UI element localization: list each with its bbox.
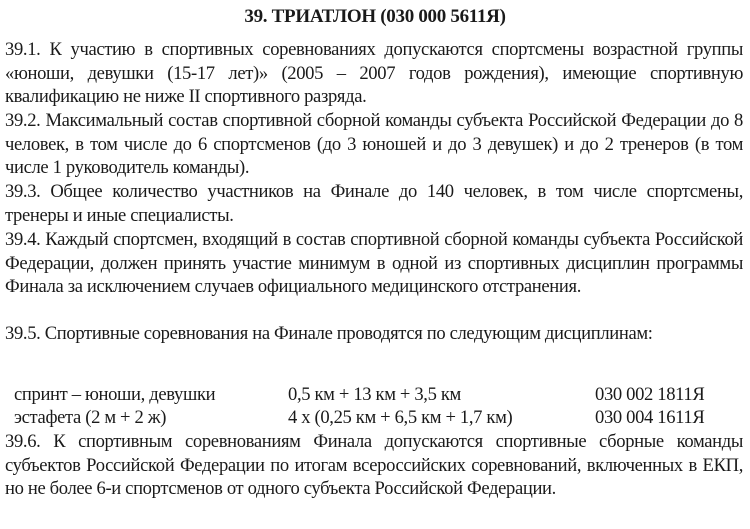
discipline-name: спринт – юноши, девушки: [14, 384, 216, 405]
paragraph-39-5: 39.5. Спортивные соревнования на Финале проводятся по следующим дисциплинам:: [5, 323, 653, 344]
paragraph-39-1: 39.1. К участию в спортивных соревнованиях допускаются спортсмены возрастной группы «юноши, девушки (15-17 лет)» (2005 – 2007 годов рождения), имеющие спортивную квалификацию не ниже II спортивного разряда.: [5, 39, 743, 108]
paragraph-39-2: 39.2. Максимальный состав спортивной сборной команды субъекта Российской Федерации до 8 человек, в том числе до 6 спортсменов (до 3 юношей и до 3 девушек) и до 2 тренеров (в том числе 1 руководитель команды).: [5, 110, 743, 179]
paragraph-39-4: 39.4. Каждый спортсмен, входящий в состав спортивной сборной команды субъекта Российской Федерации, должен принять участие минимум в одной из спортивных дисциплин программы Финала за исключением случаев официального медицинского отстранения.: [5, 229, 743, 298]
discipline-distance: 0,5 км + 13 км + 3,5 км: [288, 384, 461, 405]
discipline-code: 030 002 1811Я: [595, 384, 705, 405]
paragraph-39-3: 39.3. Общее количество участников на Финале до 140 человек, в том числе спортсмены, тренеры и иные специалисты.: [5, 181, 743, 226]
discipline-code: 030 004 1611Я: [595, 407, 705, 428]
discipline-name: эстафета (2 м + 2 ж): [14, 407, 167, 428]
discipline-distance: 4 х (0,25 км + 6,5 км + 1,7 км): [288, 407, 513, 428]
section-title: 39. ТРИАТЛОН (030 000 5611Я): [244, 6, 506, 27]
paragraph-39-6: 39.6. К спортивным соревнованиям Финала допускаются спортивные сборные команды субъектов Российской Федерации по итогам всероссийских соревнований, включенных в ЕКП, но не более 6-и спортсменов от одного субъекта Российской Федерации.: [5, 431, 743, 500]
